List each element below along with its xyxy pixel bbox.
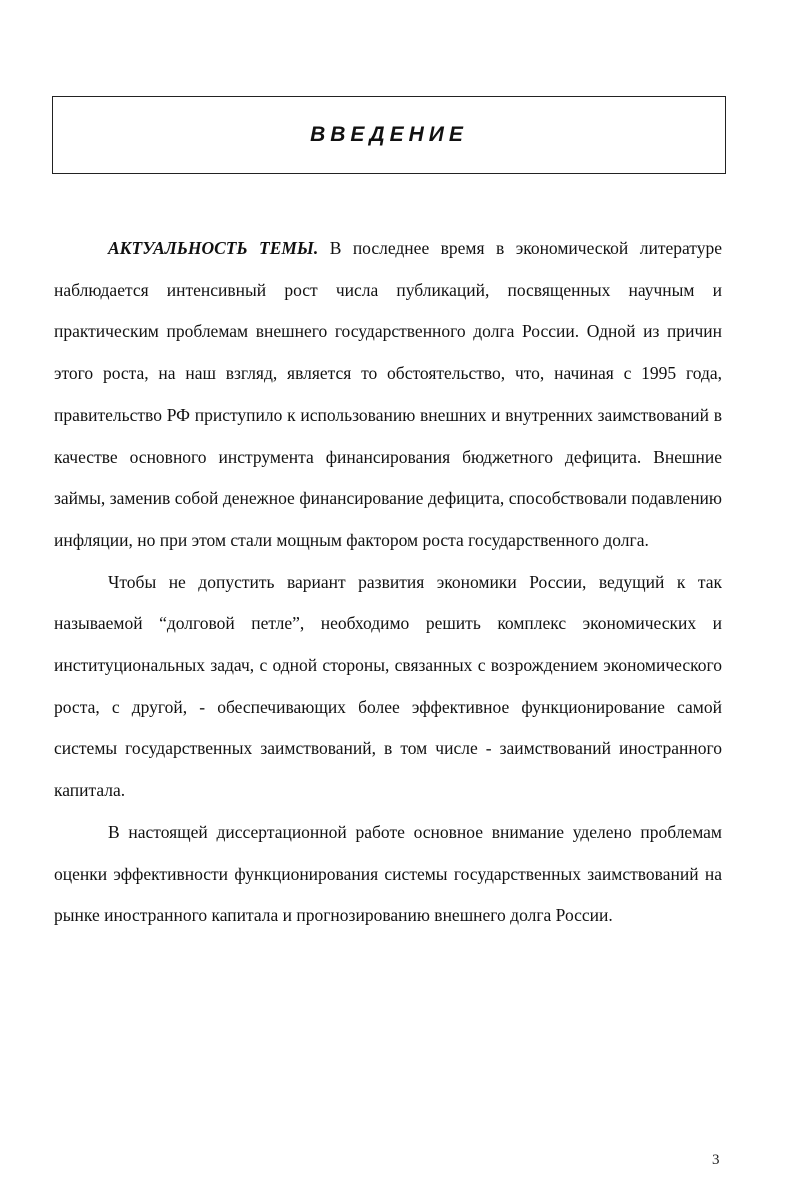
heading-box (52, 96, 726, 174)
page-heading: ВВЕДЕНИЕ (310, 123, 468, 146)
paragraph-focus: В настоящей диссертационной работе основное внимание уделено проблемам оценки эффективности функционирования системы государственных заимствований на рынке иностранного капитала и прогнозированию внешнего долга России. (54, 821, 722, 926)
paragraph-relevance-text: В последнее время в экономической литературе наблюдается интенсивный рост числа публикаций, посвященных научным и практическим проблемам внешнего государственного долга России. Одной из причин этого роста, на наш взгляд, является то обстоятельство, что, начиная с 1995 года, правительство РФ приступило к использованию внешних и внутренних заимствований в качестве основного инструмента финансирования бюджетного дефицита. Внешние займы, заменив собой денежное финансирование дефицита, способствовали подавлению инфляции, но при этом стали мощным фактором роста государственного долга. (54, 238, 722, 550)
body-text (54, 228, 722, 937)
paragraph-lead: АКТУАЛЬНОСТЬ ТЕМЫ. (108, 238, 319, 258)
paragraph-relevance (54, 228, 722, 562)
paragraph-debt-loop: Чтобы не допустить вариант развития экономики России, ведущий к так называемой “долговой петле”, необходимо решить комплекс экономических и институциональных задач, с одной стороны, связанных с возрождением экономического роста, с другой, - обеспечивающих более эффективное функционирование самой системы государственных заимствований, в том числе - заимствований иностранного капитала. (54, 571, 722, 801)
page-number: 3 (712, 1152, 720, 1168)
